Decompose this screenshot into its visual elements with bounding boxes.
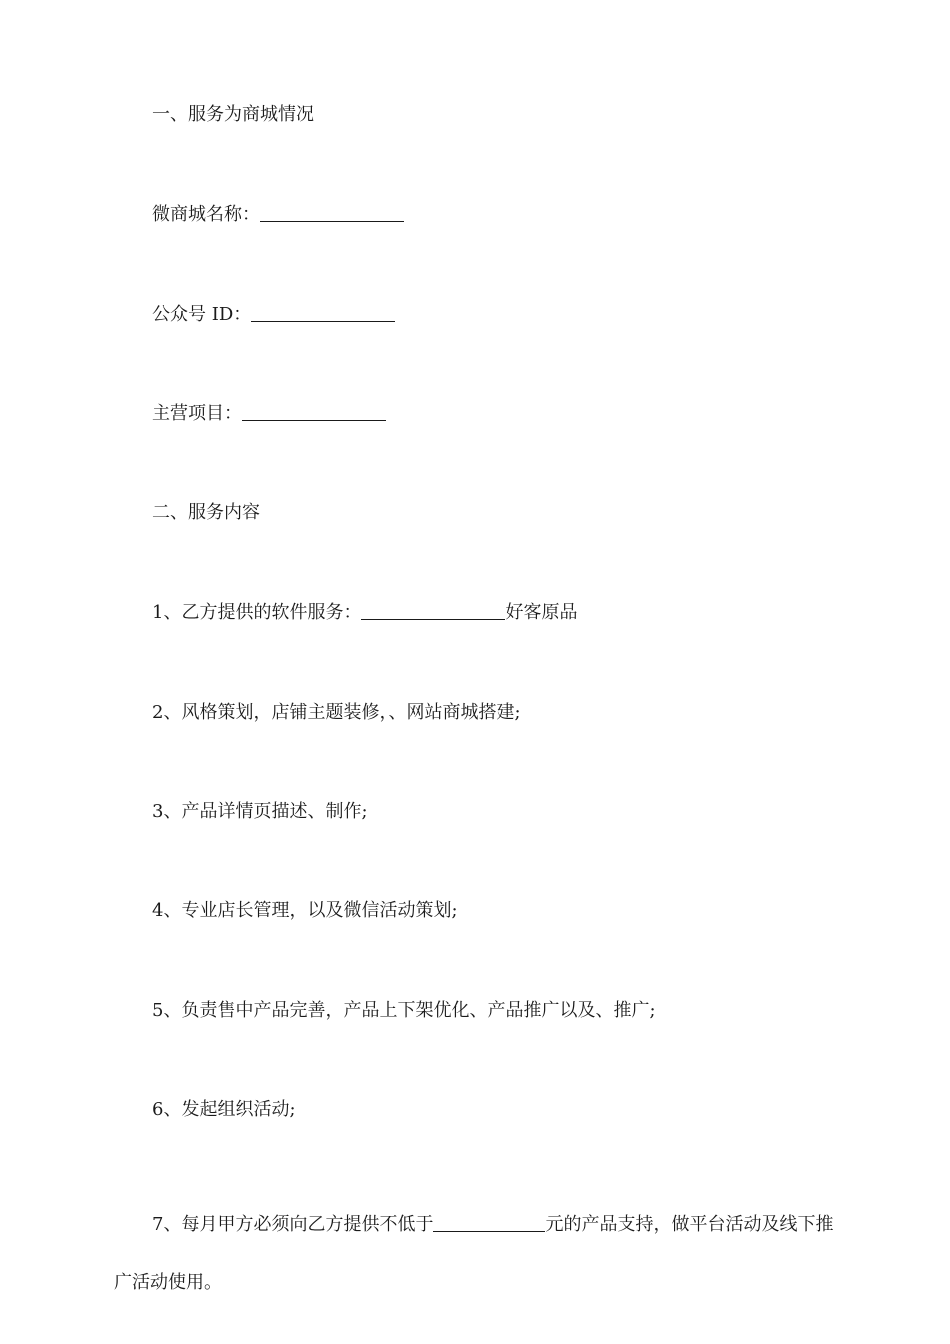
- service-item-1-suffix: 好客原品: [505, 602, 578, 623]
- field-account-id-label: 公众号 ID：: [152, 304, 252, 325]
- service-item-3: 3、产品详情页描述、制作;: [152, 801, 368, 822]
- service-item-7: [114, 1196, 844, 1312]
- service-item-4: 4、专业店长管理，以及微信活动策划;: [152, 900, 458, 921]
- service-item-7-suffix: 元的产品支持，做平台活动及线下推广活动使用。: [114, 1214, 834, 1293]
- service-item-2: 2、风格策划，店铺主题装修，、网站商城搭建;: [152, 702, 521, 723]
- mall-name-blank[interactable]: [260, 203, 404, 222]
- product-support-amount-blank[interactable]: [433, 1213, 545, 1232]
- software-service-blank[interactable]: [361, 601, 505, 620]
- field-main-business: [152, 402, 386, 426]
- service-item-7-prefix: 7、每月甲方必须向乙方提供不低于: [152, 1214, 434, 1235]
- service-item-1-prefix: 1、乙方提供的软件服务：: [152, 602, 362, 623]
- account-id-blank[interactable]: [251, 303, 395, 322]
- field-main-business-label: 主营项目：: [152, 403, 242, 424]
- service-item-6: 6、发起组织活动;: [152, 1099, 296, 1120]
- field-mall-name: [152, 203, 404, 227]
- section1-heading: 一、服务为商城情况: [152, 104, 314, 125]
- main-business-blank[interactable]: [242, 402, 386, 421]
- section2-heading: 二、服务内容: [152, 502, 260, 523]
- service-item-1: [152, 601, 577, 625]
- field-account-id: [152, 303, 395, 327]
- service-item-5: 5、负责售中产品完善，产品上下架优化、产品推广以及、推广;: [152, 1000, 656, 1021]
- field-mall-name-label: 微商城名称：: [152, 204, 260, 225]
